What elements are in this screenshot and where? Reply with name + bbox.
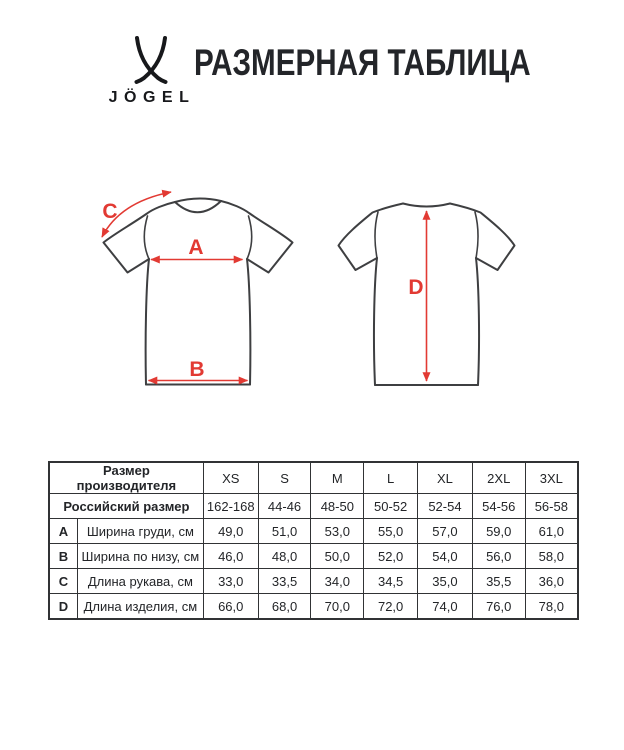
brand-wordmark: JÖGEL [108,89,196,106]
measure-row-sleeve [49,569,578,594]
measure-row-bottom-width [49,544,578,569]
value-cell: 33,5 [258,569,311,594]
size-col-header: XS [203,462,258,494]
russian-size-row [49,494,578,519]
value-cell: 49,0 [203,519,258,544]
measure-label-cell: Длина рукава, см [77,569,203,594]
bottom-width-label: B [189,358,205,381]
size-table [48,461,579,620]
value-cell: 76,0 [472,594,525,620]
russian-size-cell: 162-168 [203,494,258,519]
value-cell: 72,0 [364,594,418,620]
measure-row-chest [49,519,578,544]
chest-width-label: A [188,236,204,259]
value-cell: 59,0 [472,519,525,544]
russian-size-cell: 44-46 [258,494,311,519]
value-cell: 48,0 [258,544,311,569]
value-cell: 68,0 [258,594,311,620]
front-left-side [146,259,149,385]
measure-label-cell: Ширина груди, см [77,519,203,544]
value-cell: 35,5 [472,569,525,594]
brand-logo [102,34,196,108]
size-col-header: L [364,462,418,494]
value-cell: 36,0 [525,569,578,594]
value-cell: 54,0 [418,544,473,569]
front-right-sleeve [221,201,293,273]
value-cell: 55,0 [364,519,418,544]
measure-row-length [49,594,578,620]
back-collar-outline [403,204,450,207]
russian-size-cell: 48-50 [311,494,364,519]
value-cell: 51,0 [258,519,311,544]
sleeve-length-label: C [102,200,118,223]
value-cell: 61,0 [525,519,578,544]
size-col-header: 3XL [525,462,578,494]
back-left-side [374,258,377,385]
back-left-armhole-seam [375,212,378,258]
front-right-side [247,259,250,385]
value-cell: 34,5 [364,569,418,594]
value-cell: 56,0 [472,544,525,569]
manufacturer-size-header: Размер производителя [49,462,203,494]
value-cell: 70,0 [311,594,364,620]
russian-size-header: Российский размер [49,494,203,519]
value-cell: 53,0 [311,519,364,544]
back-right-sleeve [450,204,515,271]
measure-key-cell: A [49,519,77,544]
measure-key-cell: C [49,569,77,594]
measure-label-cell: Длина изделия, см [77,594,203,620]
page-title: РАЗМЕРНАЯ ТАБЛИЦА [194,42,531,83]
front-collar-outline [175,198,221,202]
value-cell: 34,0 [311,569,364,594]
logo-mark-stroke [137,38,166,82]
front-left-armhole-seam [144,216,149,259]
back-left-sleeve [339,204,404,271]
value-cell: 50,0 [311,544,364,569]
value-cell: 78,0 [525,594,578,620]
back-right-side [476,258,479,385]
value-cell: 46,0 [203,544,258,569]
back-right-armhole-seam [475,212,478,258]
front-right-armhole-seam [247,216,252,259]
value-cell: 52,0 [364,544,418,569]
tshirt-back-diagram [330,180,560,410]
front-neckline [175,201,221,212]
value-cell: 35,0 [418,569,473,594]
size-col-header: 2XL [472,462,525,494]
tshirt-front-diagram [80,180,310,410]
value-cell: 74,0 [418,594,473,620]
value-cell: 57,0 [418,519,473,544]
size-col-header: M [311,462,364,494]
value-cell: 33,0 [203,569,258,594]
garment-length-label: D [408,276,424,299]
russian-size-cell: 52-54 [418,494,473,519]
measure-label-cell: Ширина по низу, см [77,544,203,569]
brand-logo-icon [102,34,196,108]
manufacturer-size-row [49,462,578,494]
russian-size-cell: 50-52 [364,494,418,519]
value-cell: 66,0 [203,594,258,620]
size-col-header: S [258,462,311,494]
russian-size-cell: 54-56 [472,494,525,519]
russian-size-cell: 56-58 [525,494,578,519]
logo-mark-stroke [137,38,166,82]
measure-key-cell: B [49,544,77,569]
measure-key-cell: D [49,594,77,620]
size-col-header: XL [418,462,473,494]
value-cell: 58,0 [525,544,578,569]
